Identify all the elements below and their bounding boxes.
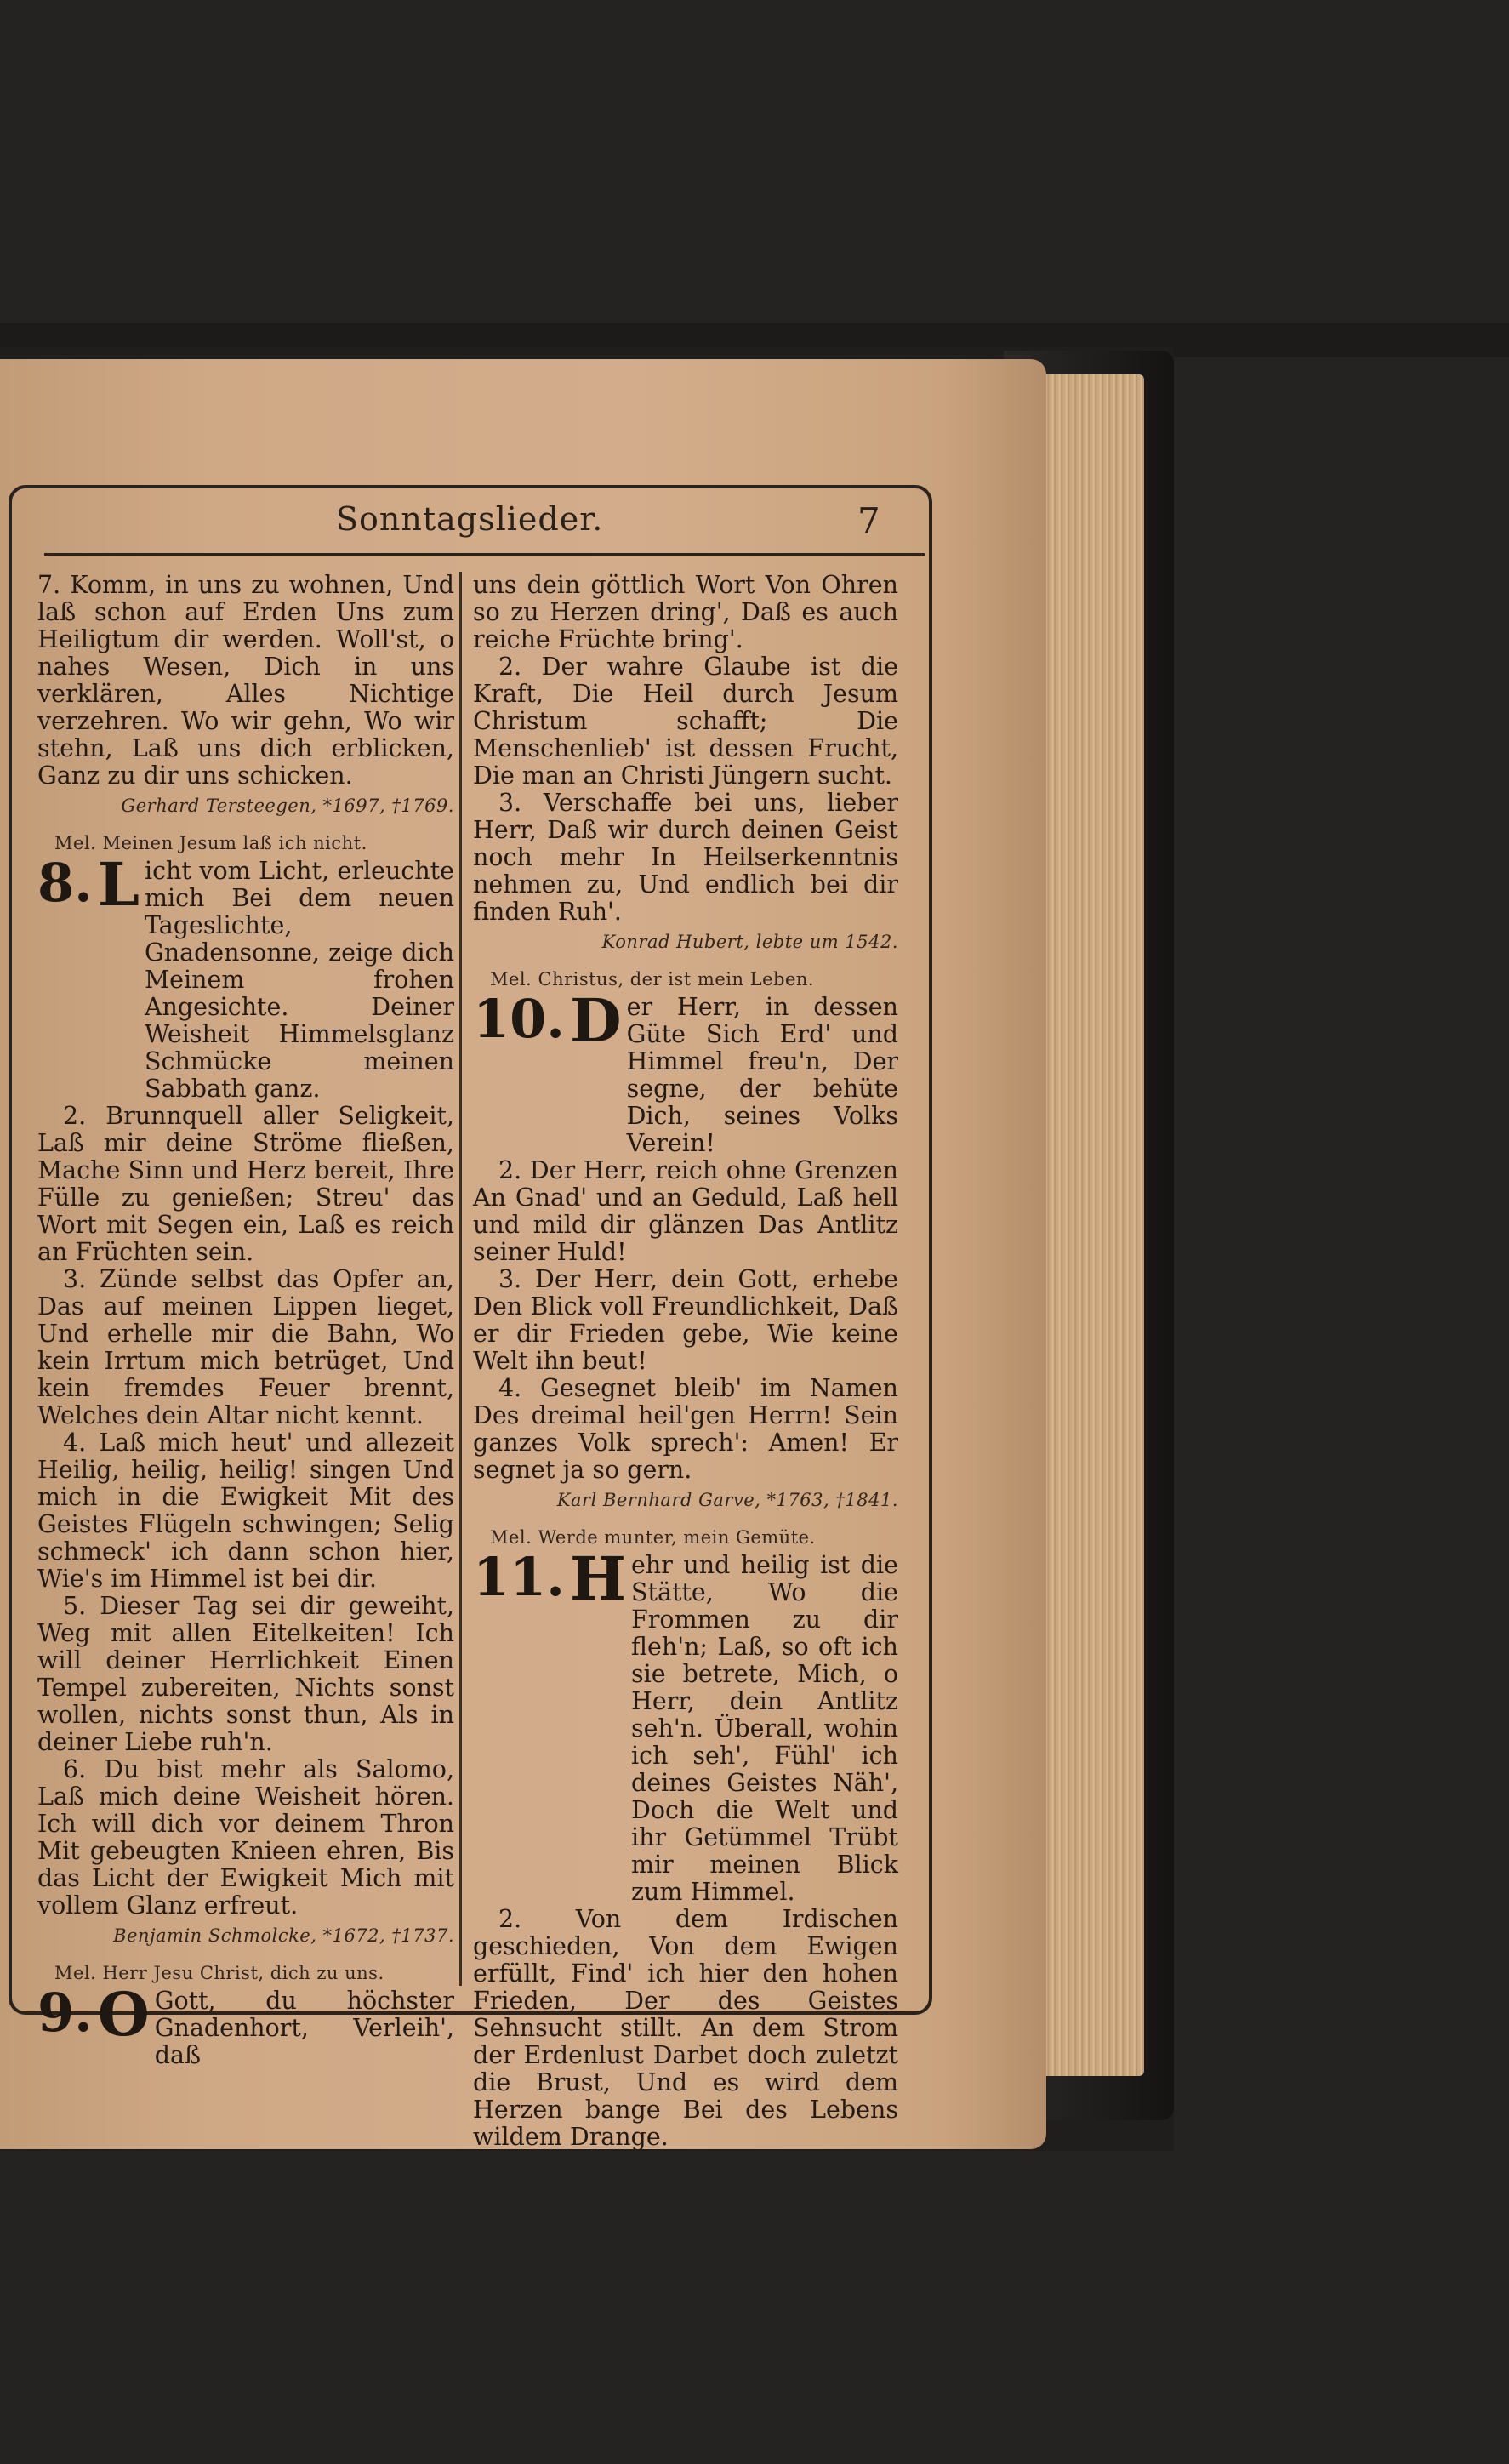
hymn-11-number: 11. [473, 1546, 565, 1608]
hymn-10-stanza-1: er Herr, in dessen Güte Sich Erd' und Himmel freu'n, Der segne, der behüte Dich, seines Volks Verein! [626, 993, 898, 1157]
hymn-9-stanza-3: 3. Verschaffe bei uns, lieber Herr, Daß wir durch deinen Geist noch mehr In Heilserkenntnis nehmen zu, Und endlich bei dir finden Ruh'. [473, 789, 898, 926]
column-divider [459, 572, 462, 1986]
hymn-9-stanza-2: 2. Der wahre Glaube ist die Kraft, Die Heil durch Jesum Christum schafft; Die Menschenlieb' ist dessen Frucht, Die man an Christi Jüngern sucht. [473, 653, 898, 790]
hymn-8-stanza-4: 4. Laß mich heut' und allezeit Heilig, heilig, heilig! singen Und mich in die Ewigkeit Mit des Geistes Flügeln schwingen; Selig schmeck' ich dann schon hier, Wie's im Himmel ist bei dir. [37, 1429, 454, 1593]
hymn-11-melody: Mel. Werde munter, mein Gemüte. [490, 1527, 816, 1548]
hymn-9-dropcap: O [97, 1979, 150, 2050]
right-column [473, 572, 898, 2151]
hymn-9-head [37, 1979, 454, 2069]
hymn-10-stanza-2: 2. Der Herr, reich ohne Grenzen An Gnad' und an Geduld, Laß hell und mild dir glänzen Das Antlitz seiner Huld! [473, 1156, 898, 1266]
hymn-8-stanza-5: 5. Dieser Tag sei dir geweiht, Weg mit allen Eitelkeiten! Ich will deiner Herrlichkeit Einen Tempel zubereiten, Nichts sonst wollen, nichts sonst thun, Als in deiner Liebe ruh'n. [37, 1592, 454, 1756]
hymn-10-dropcap: D [569, 985, 622, 1056]
hymn-8-dropcap: L [97, 849, 140, 920]
hymn-9-melody: Mel. Herr Jesu Christ, dich zu uns. [54, 1963, 384, 1983]
hymn-11-head [473, 1543, 898, 1906]
page-number: 7 [857, 500, 880, 542]
hymn-9-stanza-1-start: Gott, du höchster Gnadenhort, Verleih', daß [154, 1987, 454, 2069]
hymn-10-number: 10. [473, 988, 565, 1050]
hymn-9-stanza-1-cont: uns dein göttlich Wort Von Ohren so zu Herzen dring', Daß es auch reiche Früchte bring'. [473, 571, 898, 653]
hymn-10-stanza-3: 3. Der Herr, dein Gott, erhebe Den Blick voll Freundlichkeit, Daß er dir Frieden gebe, Wie keine Welt ihn beut! [473, 1265, 898, 1375]
hymn-7-author: Gerhard Tersteegen, *1697, †1769. [121, 796, 454, 816]
hymn-11-stanza-1: ehr und heilig ist die Stätte, Wo die Frommen zu dir fleh'n; Laß, so oft ich sie betrete, Mich, o Herr, dein Antlitz seh'n. Überall, wohin ich seh', Fühl' ich deines Geistes Näh', Doch die Welt und ihr Getümmel Trübt mir meinen Blick zum Himmel. [631, 1551, 898, 1906]
hymn-8-stanza-3: 3. Zünde selbst das Opfer an, Das auf meinen Lippen lieget, Und erhelle mir die Bahn, Wo kein Irrtum mich betrüget, Und kein fremdes Feuer brennt, Welches dein Altar nicht kennt. [37, 1265, 454, 1429]
hymn-10-melody: Mel. Christus, der ist mein Leben. [490, 969, 815, 990]
hymn-8-stanza-1: icht vom Licht, erleuchte mich Bei dem neuen Tageslichte, Gnadensonne, zeige dich Meinem frohen Angesichte. Deiner Weisheit Himmelsglanz Schmücke meinen Sabbath ganz. [144, 857, 454, 1103]
hymn-8-head [37, 849, 454, 1103]
left-column [37, 572, 454, 2069]
running-title: Sonntagslieder. [336, 500, 604, 538]
hymn-8-stanza-6: 6. Du bist mehr als Salomo, Laß mich deine Weisheit hören. Ich will dich vor deinem Thron Mit gebeugten Knieen ehren, Bis das Licht der Ewigkeit Mich mit vollem Glanz erfreut. [37, 1755, 454, 1919]
hymn-8-number: 8. [37, 852, 93, 914]
hymn-10-author: Karl Bernhard Garve, *1763, †1841. [556, 1490, 898, 1510]
hymn-11-stanza-2: 2. Von dem Irdischen geschieden, Von dem Ewigen erfüllt, Find' ich hier den hohen Frieden, Der des Geistes Sehnsucht stillt. An dem Strom der Erdenlust Darbet doch zuletzt die Brust, Und es wird dem Herzen bange Bei des Lebens wildem Drange. [473, 1905, 898, 2151]
hymn-9-number: 9. [37, 1982, 93, 2044]
hymn-9-author: Konrad Hubert, lebte um 1542. [601, 932, 898, 952]
hymn-8-author: Benjamin Schmolcke, *1672, †1737. [113, 1925, 454, 1946]
hymn-8-melody: Mel. Meinen Jesum laß ich nicht. [54, 833, 367, 853]
hymn-10-head [473, 985, 898, 1157]
hymn-11-dropcap: H [569, 1543, 627, 1614]
hymn-10-stanza-4: 4. Gesegnet bleib' im Namen Des dreimal heil'gen Herrn! Sein ganzes Volk sprech': Amen! Er segnet ja so gern. [473, 1374, 898, 1484]
hymn-8-stanza-2: 2. Brunnquell aller Seligkeit, Laß mir deine Ströme fließen, Mache Sinn und Herz bereit, Ihre Fülle zu genießen; Streu' das Wort mit Segen ein, Laß es reich an Früchten sein. [37, 1102, 454, 1266]
hymn-7-stanza: 7. Komm, in uns zu wohnen, Und laß schon auf Erden Uns zum Heiligtum dir werden. Woll'st, o nahes Wesen, Dich in uns verklären, Alles Nichtige verzehren. Wo wir gehn, Wo wir stehn, Laß uns dich erblicken, Ganz zu dir uns schicken. [37, 571, 454, 790]
header-rule [44, 553, 925, 556]
